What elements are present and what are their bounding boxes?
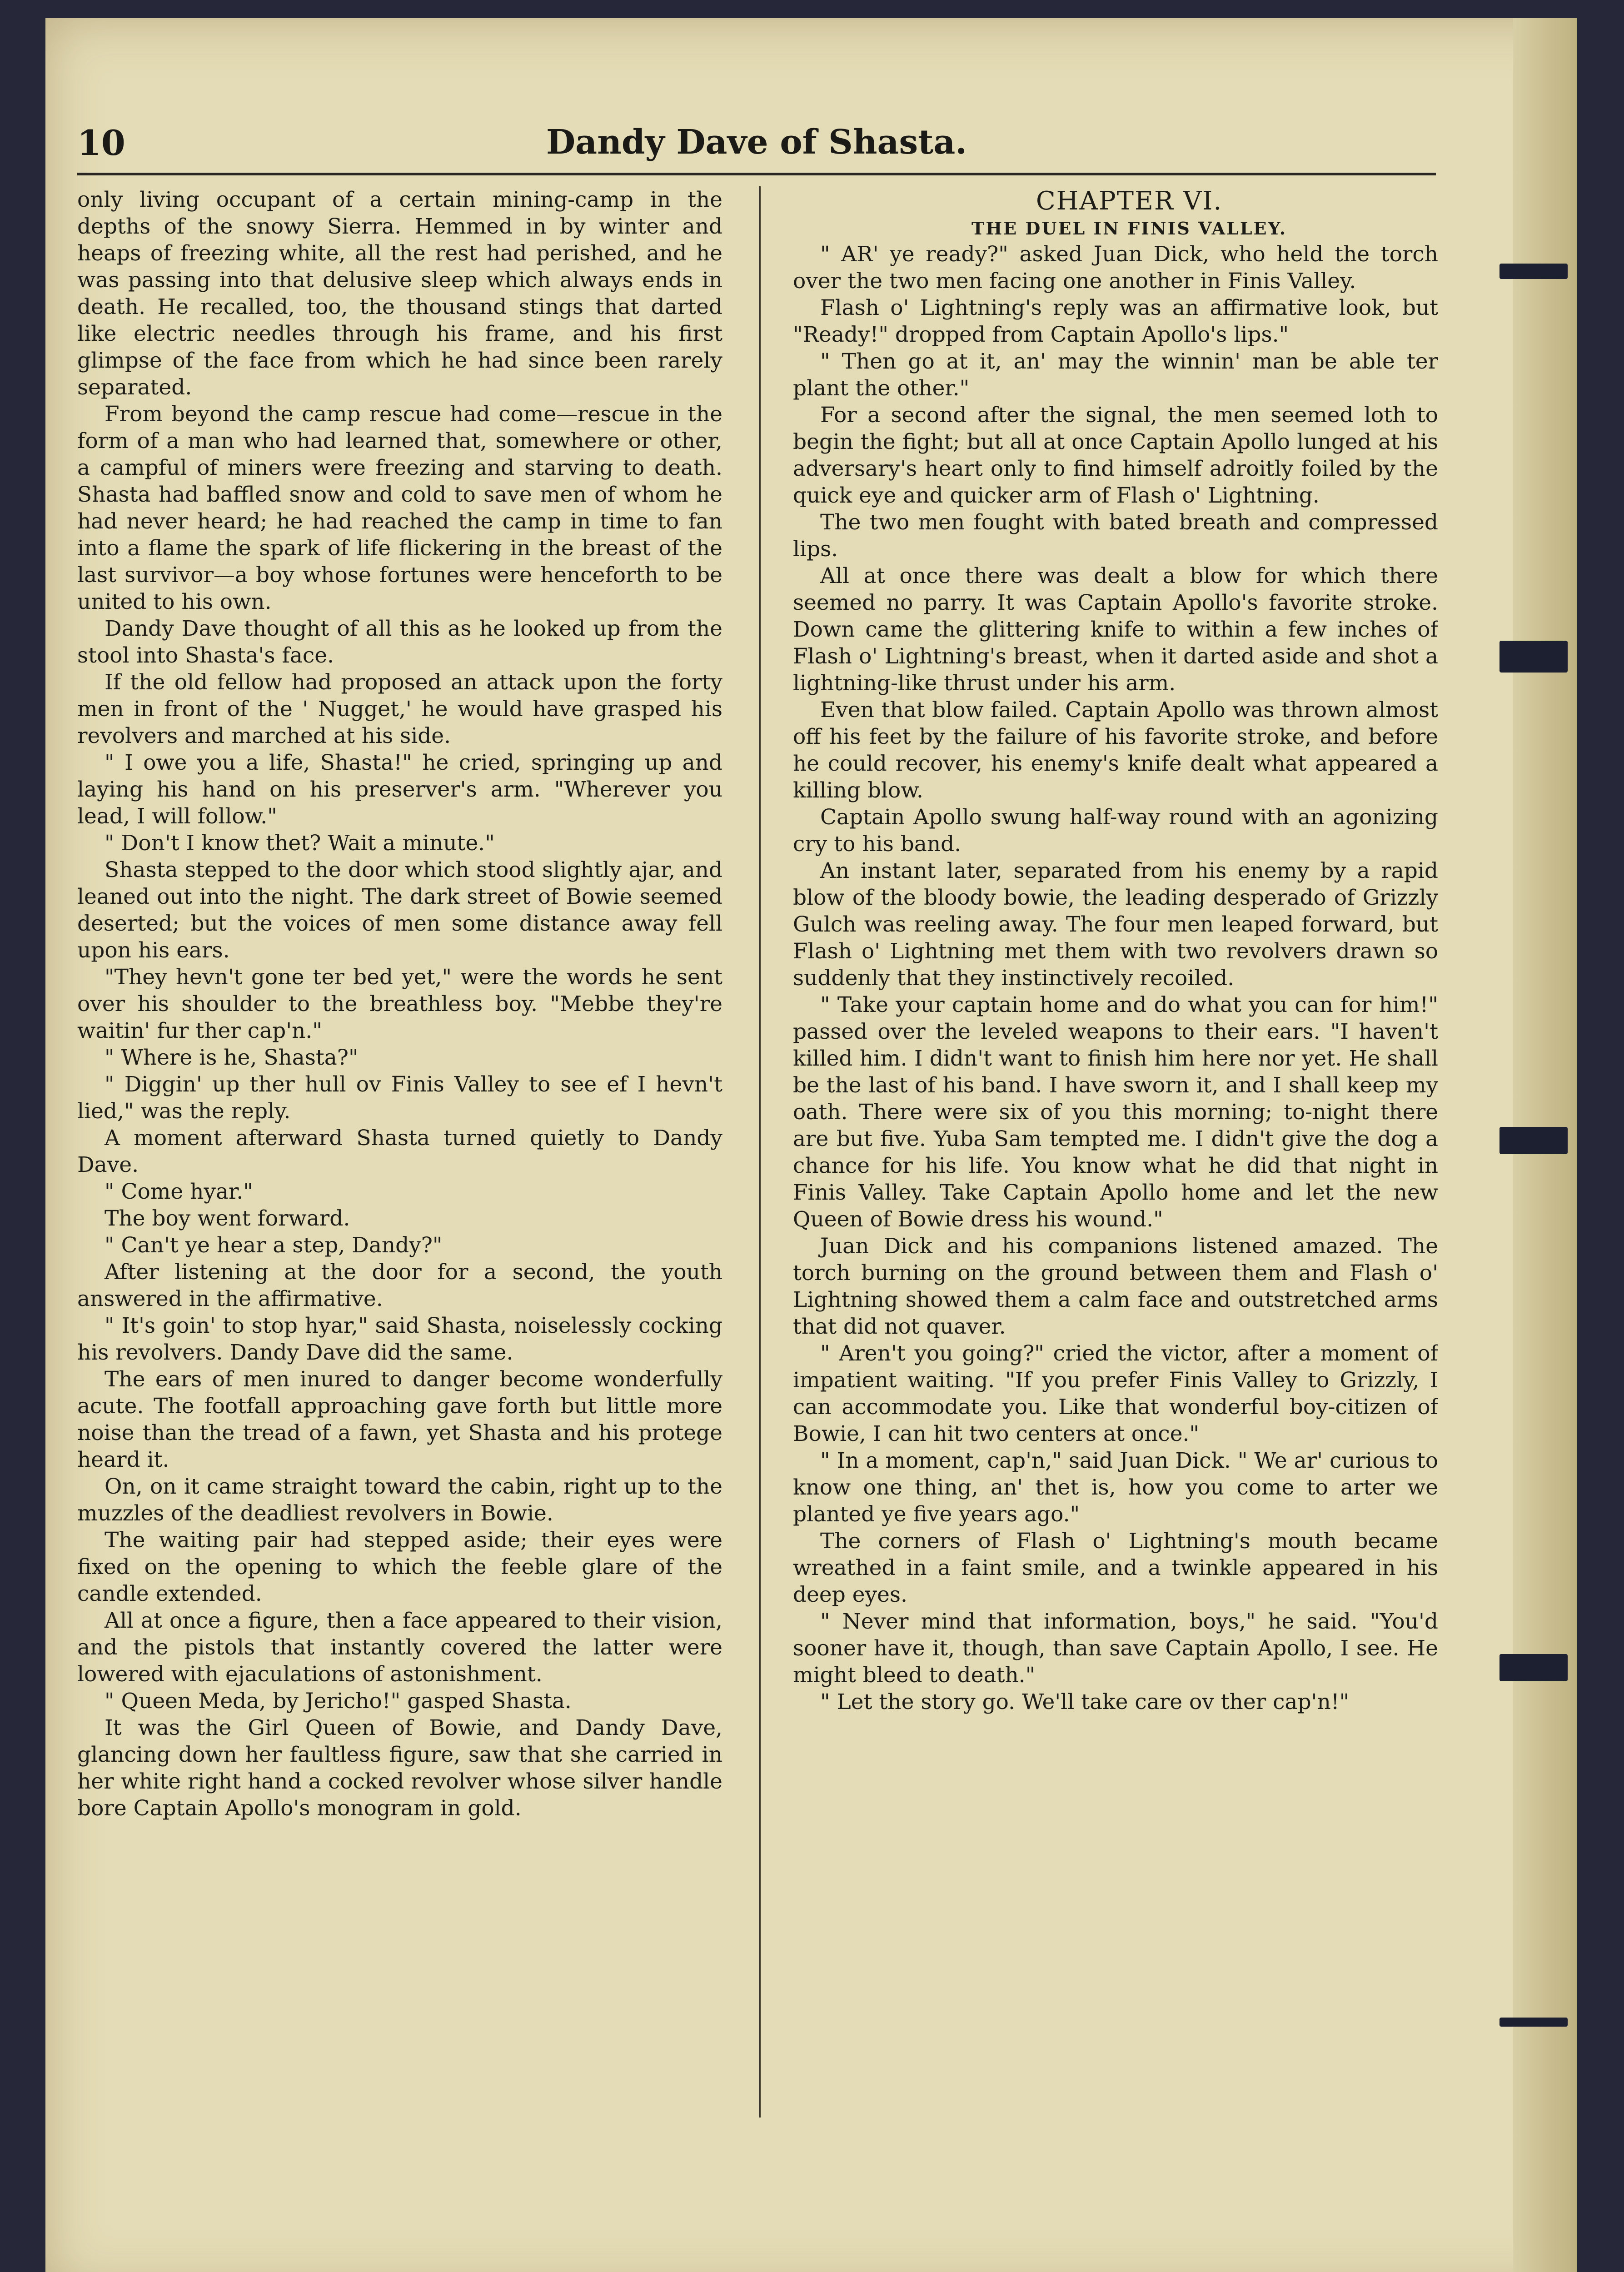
running-title: Dandy Dave of Shasta. [546,123,967,162]
paragraph: only living occupant of a certain mining-camp in the depths of the snowy Sierra. Hemmed in by winter and heaps of freezing white, all the rest had perished, and he was passing into that delusive sleep which always ends in death. He recalled, too, the thousand stings that darted like electric needles through his frame, and his first glimpse of the face from which he had since been rarely separated. [77,187,722,400]
binding-tear [1499,2018,1568,2027]
paragraph: " I owe you a life, Shasta!" he cried, springing up and laying his hand on his preserver's arm. "Wherever you lead, I will follow." [77,750,722,829]
paragraph: Shasta stepped to the door which stood slightly ajar, and leaned out into the night. The dark street of Bowie seemed deserted; but the voices of men some distance away fell upon his ears. [77,857,722,963]
page-number: 10 [77,123,125,163]
binding-tear [1499,641,1568,673]
left-column [77,186,722,2118]
paragraph: From beyond the camp rescue had come—rescue in the form of a man who had learned that, somewhere or other, a campful of miners were freezing and starving to death. Shasta had baffled snow and cold to save men of whom he had never heard; he had reached the camp in time to fan into a flame the spark of life flickering in the breast of the last survivor—a boy whose fortunes were henceforth to be united to his own. [77,402,722,614]
paragraph: All at once there was dealt a blow for which there seemed no parry. It was Captain Apollo's favorite stroke. Down came the glittering knife to within a few inches of Flash o' Lightning's breast, when it darted aside and shot a lightning-like thrust under his arm. [793,563,1438,696]
paragraph: The ears of men inured to danger become wonderfully acute. The footfall approaching gave forth but little more noise than the tread of a fawn, yet Shasta and his protege heard it. [77,1367,722,1472]
paragraph: Dandy Dave thought of all this as he looked up from the stool into Shasta's face. [77,616,722,668]
binding-tear [1499,264,1568,279]
paragraph: " Let the story go. We'll take care ov ther cap'n!" [820,1689,1350,1714]
binding-tear [1499,1654,1568,1681]
paragraph: On, on it came straight toward the cabin, right up to the muzzles of the deadliest revolvers in Bowie. [77,1474,722,1526]
paragraph: " Take your captain home and do what you can for him!" passed over the leveled weapons to their ears. "I haven't killed him. I didn't want to finish him here nor yet. He shall be the last of his band. I have sworn it, and I shall keep my oath. There were six of you this morning; to-night there are but five. Yuba Sam tempted me. I didn't give the dog a chance for his life. You know what he did that night in Finis Valley. Take Captain Apollo home and let the new Queen of Bowie dress his wound." [793,992,1438,1232]
chapter-subtitle: THE DUEL IN FINIS VALLEY. [971,218,1287,239]
paragraph: Juan Dick and his companions listened amazed. The torch burning on the ground between them and Flash o' Lightning showed them a calm face and outstretched arms that did not quaver. [793,1234,1438,1339]
paragraph: The two men fought with bated breath and compressed lips. [793,510,1438,562]
paragraph: It was the Girl Queen of Bowie, and Dandy Dave, glancing down her faultless figure, saw that she carried in her white right hand a cocked revolver whose silver handle bore Captain Apollo's monogram in gold. [77,1715,722,1821]
paragraph: " AR' ye ready?" asked Juan Dick, who held the torch over the two men facing one another in Finis Valley. [793,242,1438,294]
paragraph: "They hevn't gone ter bed yet," were the words he sent over his shoulder to the breathless boy. "Mebbe they're waitin' fur ther cap'n." [77,965,722,1043]
column-divider [759,186,761,2118]
paragraph: " Never mind that information, boys," he said. "You'd sooner have it, though, than save Captain Apollo, I see. He might bleed to death." [793,1609,1438,1688]
paragraph: " Can't ye hear a step, Dandy?" [105,1233,443,1258]
paragraph: If the old fellow had proposed an attack upon the forty men in front of the ' Nugget,' he would have grasped his revolvers and marched at his side. [77,670,722,748]
paragraph: The waiting pair had stepped aside; their eyes were fixed on the opening to which the feeble glare of the candle extended. [77,1528,722,1606]
paragraph: A moment afterward Shasta turned quietly to Dandy Dave. [77,1126,722,1177]
paragraph: An instant later, separated from his enemy by a rapid blow of the bloody bowie, the leading desperado of Grizzly Gulch was reeling away. The four men leaped forward, but Flash o' Lightning met them with two revolvers drawn so suddenly that they instinctively recoiled. [793,858,1438,991]
paragraph: " Don't I know thet? Wait a minute." [105,831,495,856]
paragraph: " Where is he, Shasta?" [105,1045,359,1070]
paragraph: The corners of Flash o' Lightning's mouth became wreathed in a faint smile, and a twinkle appeared in his deep eyes. [793,1529,1438,1607]
binding-tear [1499,1127,1568,1154]
header-rule [77,173,1436,175]
paragraph: " Queen Meda, by Jericho!" gasped Shasta. [105,1689,572,1714]
paragraph: " Come hyar." [105,1179,253,1204]
paragraph: " In a moment, cap'n," said Juan Dick. " We ar' curious to know one thing, an' thet is, how you come to arter we planted ye five years ago." [793,1448,1438,1527]
paragraph: " Diggin' up ther hull ov Finis Valley to see ef I hevn't lied," was the reply. [77,1072,722,1124]
chapter-heading: CHAPTER VI. [1036,186,1223,216]
paragraph: " Aren't you going?" cried the victor, after a moment of impatient waiting. "If you prefer Finis Valley to Grizzly, I can accommodate you. Like that wonderful boy-citizen of Bowie, I can hit two centers at once." [793,1341,1438,1446]
paragraph: " Then go at it, an' may the winnin' man be able ter plant the other." [793,349,1438,401]
paragraph: For a second after the signal, the men seemed loth to begin the fight; but all at once Captain Apollo lunged at his adversary's heart only to find himself adroitly foiled by the quick eye and quicker arm of Flash o' Lightning. [793,403,1438,508]
paragraph: All at once a figure, then a face appeared to their vision, and the pistols that instantly covered the latter were lowered with ejaculations of astonishment. [77,1608,722,1687]
paragraph: After listening at the door for a second, the youth answered in the affirmative. [77,1260,722,1311]
right-column [793,186,1438,2118]
paragraph: The boy went forward. [105,1206,350,1231]
paragraph: " It's goin' to stop hyar," said Shasta, noiselessly cocking his revolvers. Dandy Dave did the same. [77,1313,722,1365]
paragraph: Flash o' Lightning's reply was an affirmative look, but "Ready!" dropped from Captain Apollo's lips." [793,295,1438,347]
page-header [77,114,1436,173]
paragraph: Captain Apollo swung half-way round with an agonizing cry to his band. [793,805,1438,857]
paragraph: Even that blow failed. Captain Apollo was thrown almost off his feet by the failure of his favorite stroke, and before he could recover, his enemy's knife dealt what appeared a killing blow. [793,698,1438,803]
